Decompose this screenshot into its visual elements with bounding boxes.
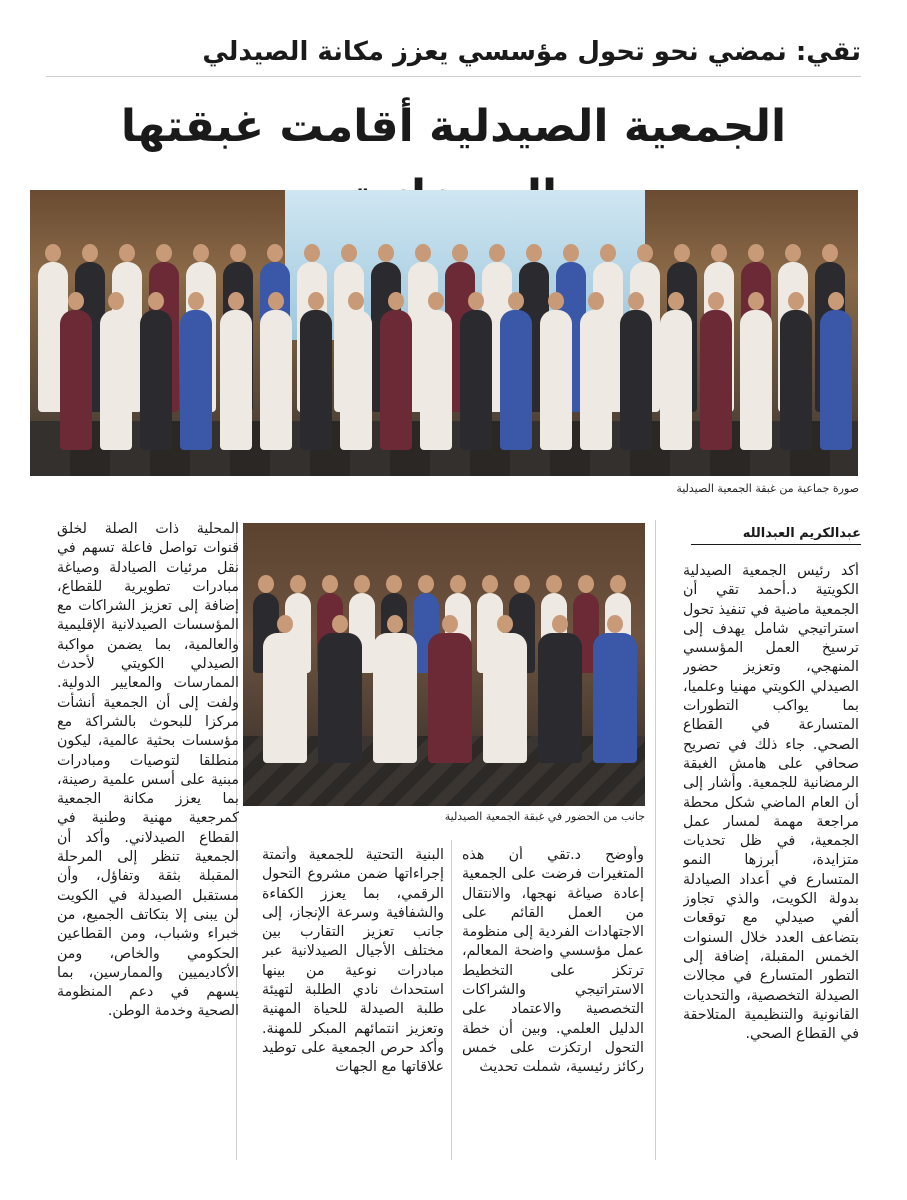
person-head [508, 292, 524, 310]
person-head [308, 292, 324, 310]
person-head [450, 575, 466, 593]
person-head [514, 575, 530, 593]
person-head [711, 244, 727, 262]
article-column-3 [262, 846, 444, 1162]
person-figure [540, 310, 572, 450]
article-headline: الجمعية الصيدلية أقامت غبقتها [120, 101, 787, 152]
person-head [188, 292, 204, 310]
person-figure [580, 310, 612, 450]
person-head [378, 244, 394, 262]
person-head [748, 292, 764, 310]
person-head [228, 292, 244, 310]
person-head [674, 244, 690, 262]
person-figure [740, 310, 772, 450]
person-figure [220, 310, 252, 450]
person-figure [100, 310, 132, 450]
person-head [387, 615, 403, 633]
article-column-4 [57, 520, 239, 1162]
person-head [489, 244, 505, 262]
person-head [348, 292, 364, 310]
article-column-2 [462, 846, 644, 1162]
person-figure [60, 310, 92, 450]
group-photo-caption: صورة جماعية من غبقة الجمعية الصيدلية [676, 482, 859, 495]
person-head [828, 292, 844, 310]
person-head [386, 575, 402, 593]
person-head [452, 244, 468, 262]
person-figure [460, 310, 492, 450]
person-head [628, 292, 644, 310]
person-head [552, 615, 568, 633]
person-head [607, 615, 623, 633]
column-divider [655, 520, 656, 1160]
person-head [610, 575, 626, 593]
person-head [563, 244, 579, 262]
person-head [468, 292, 484, 310]
person-figure [340, 310, 372, 450]
column-divider [451, 840, 452, 1160]
person-head [526, 244, 542, 262]
column-text: أكد رئيس الجمعية الصيدلية الكويتية د.أحمد تقي أن الجمعية ماضية في تنفيذ تحول استراتيجي شامل يهدف إلى ترسيخ العمل المؤسسي المنهجي، وتعزيز حضور الصيدلي الكويتي مهنيا وعلميا، بما يواكب التطورات المتسارعة في القطاع الصحي. جاء ذلك في تصريح صحافي على هامش الغبقة الرمضانية للجمعية. وأشار إلى أن العام الماضي شكل محطة مراجعة مهمة لمسار عمل الجمعية، في ظل تحديات متزايدة، أبرزها النمو المتسارع في أعداد الصيادلة بدولة الكويت، والذي تجاوز ألفي صيدلي مع توقعات بتضاعف العدد خلال السنوات الخمس المقبلة، إضافة إلى التطور المتسارع في مجالات الصيدلة التخصصية، والتحديات القانونية والتنظيمية المتلاحقة في القطاع الصحي. [683, 563, 859, 1043]
person-head [341, 244, 357, 262]
person-head [45, 244, 61, 262]
person-head [267, 244, 283, 262]
person-figure [700, 310, 732, 450]
person-figure [428, 633, 472, 763]
person-head [354, 575, 370, 593]
column-text: المحلية ذات الصلة لخلق قنوات تواصل فاعلة تسهم في نقل مرئيات الصيادلة وصياغة مبادرات تطويرية للقطاع، إضافة إلى تعزيز الشراكات مع المؤسسات الصيدلانية الإقليمية والعالمية، بما يضمن مواكبة الصيدلي الكويتي لأحدث الممارسات والمعايير الدولية. ولفت إلى أن الجمعية أنشأت مركزا للبحوث بالشراكة مع مؤسسات بحثية عالمية، ليكون منطلقا لتوصيات ومبادرات مبنية على أسس علمية رصينة، بما يعزز مكانة الجمعية كمرجعية مهنية وطنية في القطاع الصيدلاني. وأكد أن الجمعية تنظر إلى المرحلة المقبلة بثقة وتفاؤل، وأن مستقبل الصيدلة في الكويت لن يبنى إلا بتكاتف الجميع، من خبراء وشباب، ومن القطاعين الحكومي والخاص، ومن الأكاديميين والممارسين، بما يسهم في دعم المنظومة الصحية وخدمة الوطن. [57, 521, 239, 1020]
person-head [268, 292, 284, 310]
person-head [415, 244, 431, 262]
person-head [193, 244, 209, 262]
author-byline: عبدالكريم العبدالله [691, 526, 861, 545]
person-figure [263, 633, 307, 763]
person-figure [620, 310, 652, 450]
person-head [442, 615, 458, 633]
column-text: البنية التحتية للجمعية وأتمتة إجراءاتها ضمن مشروع التحول الرقمي، بما يعزز الكفاءة والشفافية وسرعة الإنجاز، إلى جانب تعزيز التقارب بين مختلف الأجيال الصيدلانية عبر مبادرات نوعية من بينها استحداث نادي الطلبة لتهيئة طلبة الصيدلة للحياة المهنية وتعزيز انتمائهم المبكر للمهنة. وأكد حرص الجمعية على توطيد علاقاتها مع الجهات [262, 847, 444, 1076]
person-head [418, 575, 434, 593]
audience-photo [243, 523, 645, 806]
person-head [548, 292, 564, 310]
person-head [108, 292, 124, 310]
article-kicker: تقي: نمضي نحو تحول مؤسسي يعزز مكانة الصيدلي [46, 32, 861, 77]
person-head [388, 292, 404, 310]
person-head [546, 575, 562, 593]
person-head [822, 244, 838, 262]
group-photo [30, 190, 858, 476]
person-figure [780, 310, 812, 450]
person-figure [483, 633, 527, 763]
person-head [788, 292, 804, 310]
person-figure [660, 310, 692, 450]
person-figure [420, 310, 452, 450]
column-text: وأوضح د.تقي أن هذه المتغيرات فرضت على الجمعية إعادة صياغة نهجها، والانتقال من العمل القائم على الاجتهادات الفردية إلى منظومة عمل مؤسسي واضحة المعالم، ترتكز على التخطيط الاستراتيجي والشراكات التخصصية والاعتماد على الدليل العلمي. وبين أن خطة التحول ارتكزت على خمس ركائز رئيسية، شملت تحديث [462, 847, 644, 1076]
person-head [290, 575, 306, 593]
person-figure [140, 310, 172, 450]
person-head [119, 244, 135, 262]
person-head [332, 615, 348, 633]
person-figure [318, 633, 362, 763]
person-head [82, 244, 98, 262]
person-head [148, 292, 164, 310]
person-figure [500, 310, 532, 450]
audience-photo-caption: جانب من الحضور في غبقة الجمعية الصيدلية [444, 810, 645, 823]
person-head [304, 244, 320, 262]
person-figure [260, 310, 292, 450]
person-head [428, 292, 444, 310]
person-figure [593, 633, 637, 763]
person-head [600, 244, 616, 262]
person-figure [538, 633, 582, 763]
person-figure [373, 633, 417, 763]
person-figure [180, 310, 212, 450]
person-figure [380, 310, 412, 450]
person-head [637, 244, 653, 262]
person-head [258, 575, 274, 593]
person-head [230, 244, 246, 262]
person-head [748, 244, 764, 262]
person-head [578, 575, 594, 593]
person-head [277, 615, 293, 633]
person-head [482, 575, 498, 593]
person-head [588, 292, 604, 310]
person-head [68, 292, 84, 310]
person-head [322, 575, 338, 593]
person-head [668, 292, 684, 310]
person-head [708, 292, 724, 310]
person-head [785, 244, 801, 262]
article-column-1 [683, 562, 859, 1162]
person-figure [300, 310, 332, 450]
person-figure [820, 310, 852, 450]
person-head [156, 244, 172, 262]
person-head [497, 615, 513, 633]
